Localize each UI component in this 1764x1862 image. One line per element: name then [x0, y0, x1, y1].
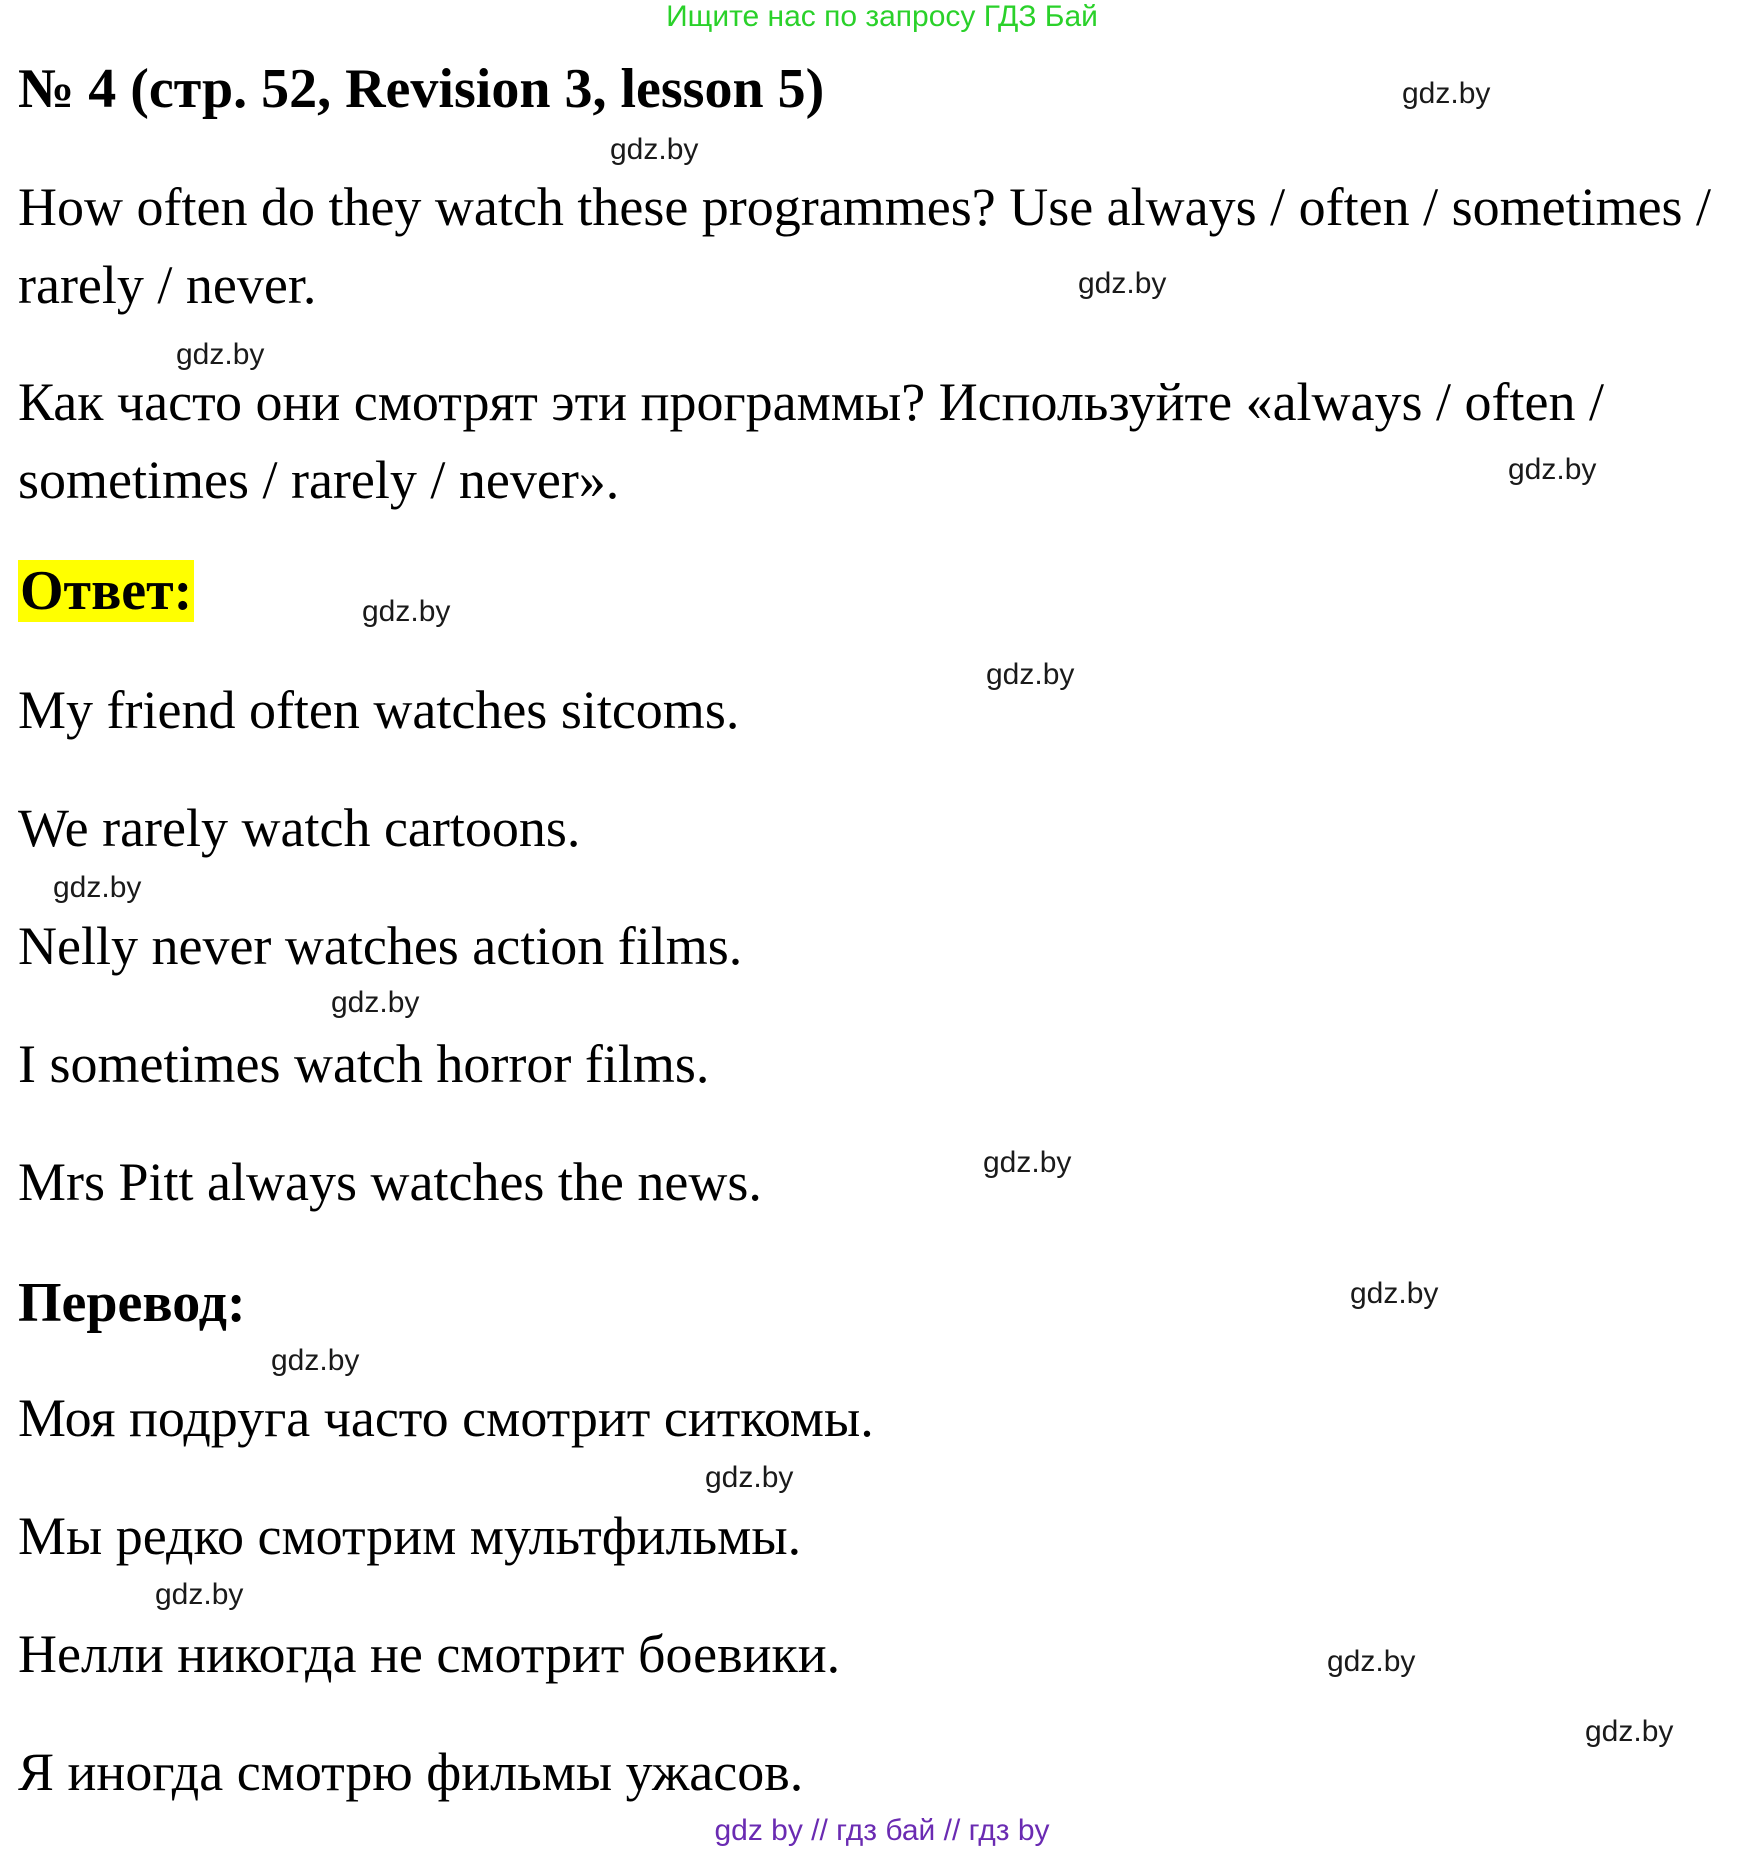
translation-line: Мы редко смотрим мультфильмы. [18, 1506, 802, 1566]
answer-line: My friend often watches sitcoms. [18, 680, 740, 740]
watermark: gdz.by [610, 133, 699, 166]
top-banner: Ищите нас по запросу ГДЗ Бай [666, 0, 1098, 33]
exercise-title: № 4 (стр. 52, Revision 3, lesson 5) [18, 58, 825, 120]
watermark: gdz.by [1402, 77, 1491, 110]
translation-line: Я иногда смотрю фильмы ужасов. [18, 1742, 804, 1802]
watermark: gdz.by [986, 658, 1075, 691]
watermark: gdz.by [53, 871, 142, 904]
watermark: gdz.by [983, 1146, 1072, 1179]
watermark: gdz.by [1327, 1645, 1416, 1678]
watermark: gdz.by [1078, 267, 1167, 300]
watermark: gdz.by [155, 1578, 244, 1611]
watermark: gdz.by [331, 986, 420, 1019]
translation-heading: Перевод: [18, 1272, 246, 1334]
answer-line: Mrs Pitt always watches the news. [18, 1152, 762, 1212]
watermark: gdz.by [362, 595, 451, 628]
watermark: gdz.by [1508, 453, 1597, 486]
watermark: gdz.by [176, 338, 265, 371]
answer-heading-label: Ответ: [20, 560, 193, 622]
answer-heading [18, 558, 194, 624]
task-english: How often do they watch these programmes? Use always / often / sometimes / rarely / never. [18, 177, 1712, 315]
footer-credits: gdz by // гдз бай // гдз by [714, 1814, 1050, 1847]
watermark: gdz.by [1585, 1715, 1674, 1748]
answer-line: Nelly never watches action films. [18, 916, 743, 976]
answer-line: We rarely watch cartoons. [18, 798, 581, 858]
watermark: gdz.by [705, 1461, 794, 1494]
translation-line: Нелли никогда не смотрит боевики. [18, 1624, 841, 1684]
watermark: gdz.by [1350, 1277, 1439, 1310]
watermark: gdz.by [271, 1344, 360, 1377]
task-russian: Как часто они смотрят эти программы? Используйте «always / often / sometimes / rarely / never». [18, 372, 1604, 510]
answer-line: I sometimes watch horror films. [18, 1034, 710, 1094]
translation-line: Моя подруга часто смотрит ситкомы. [18, 1388, 874, 1448]
